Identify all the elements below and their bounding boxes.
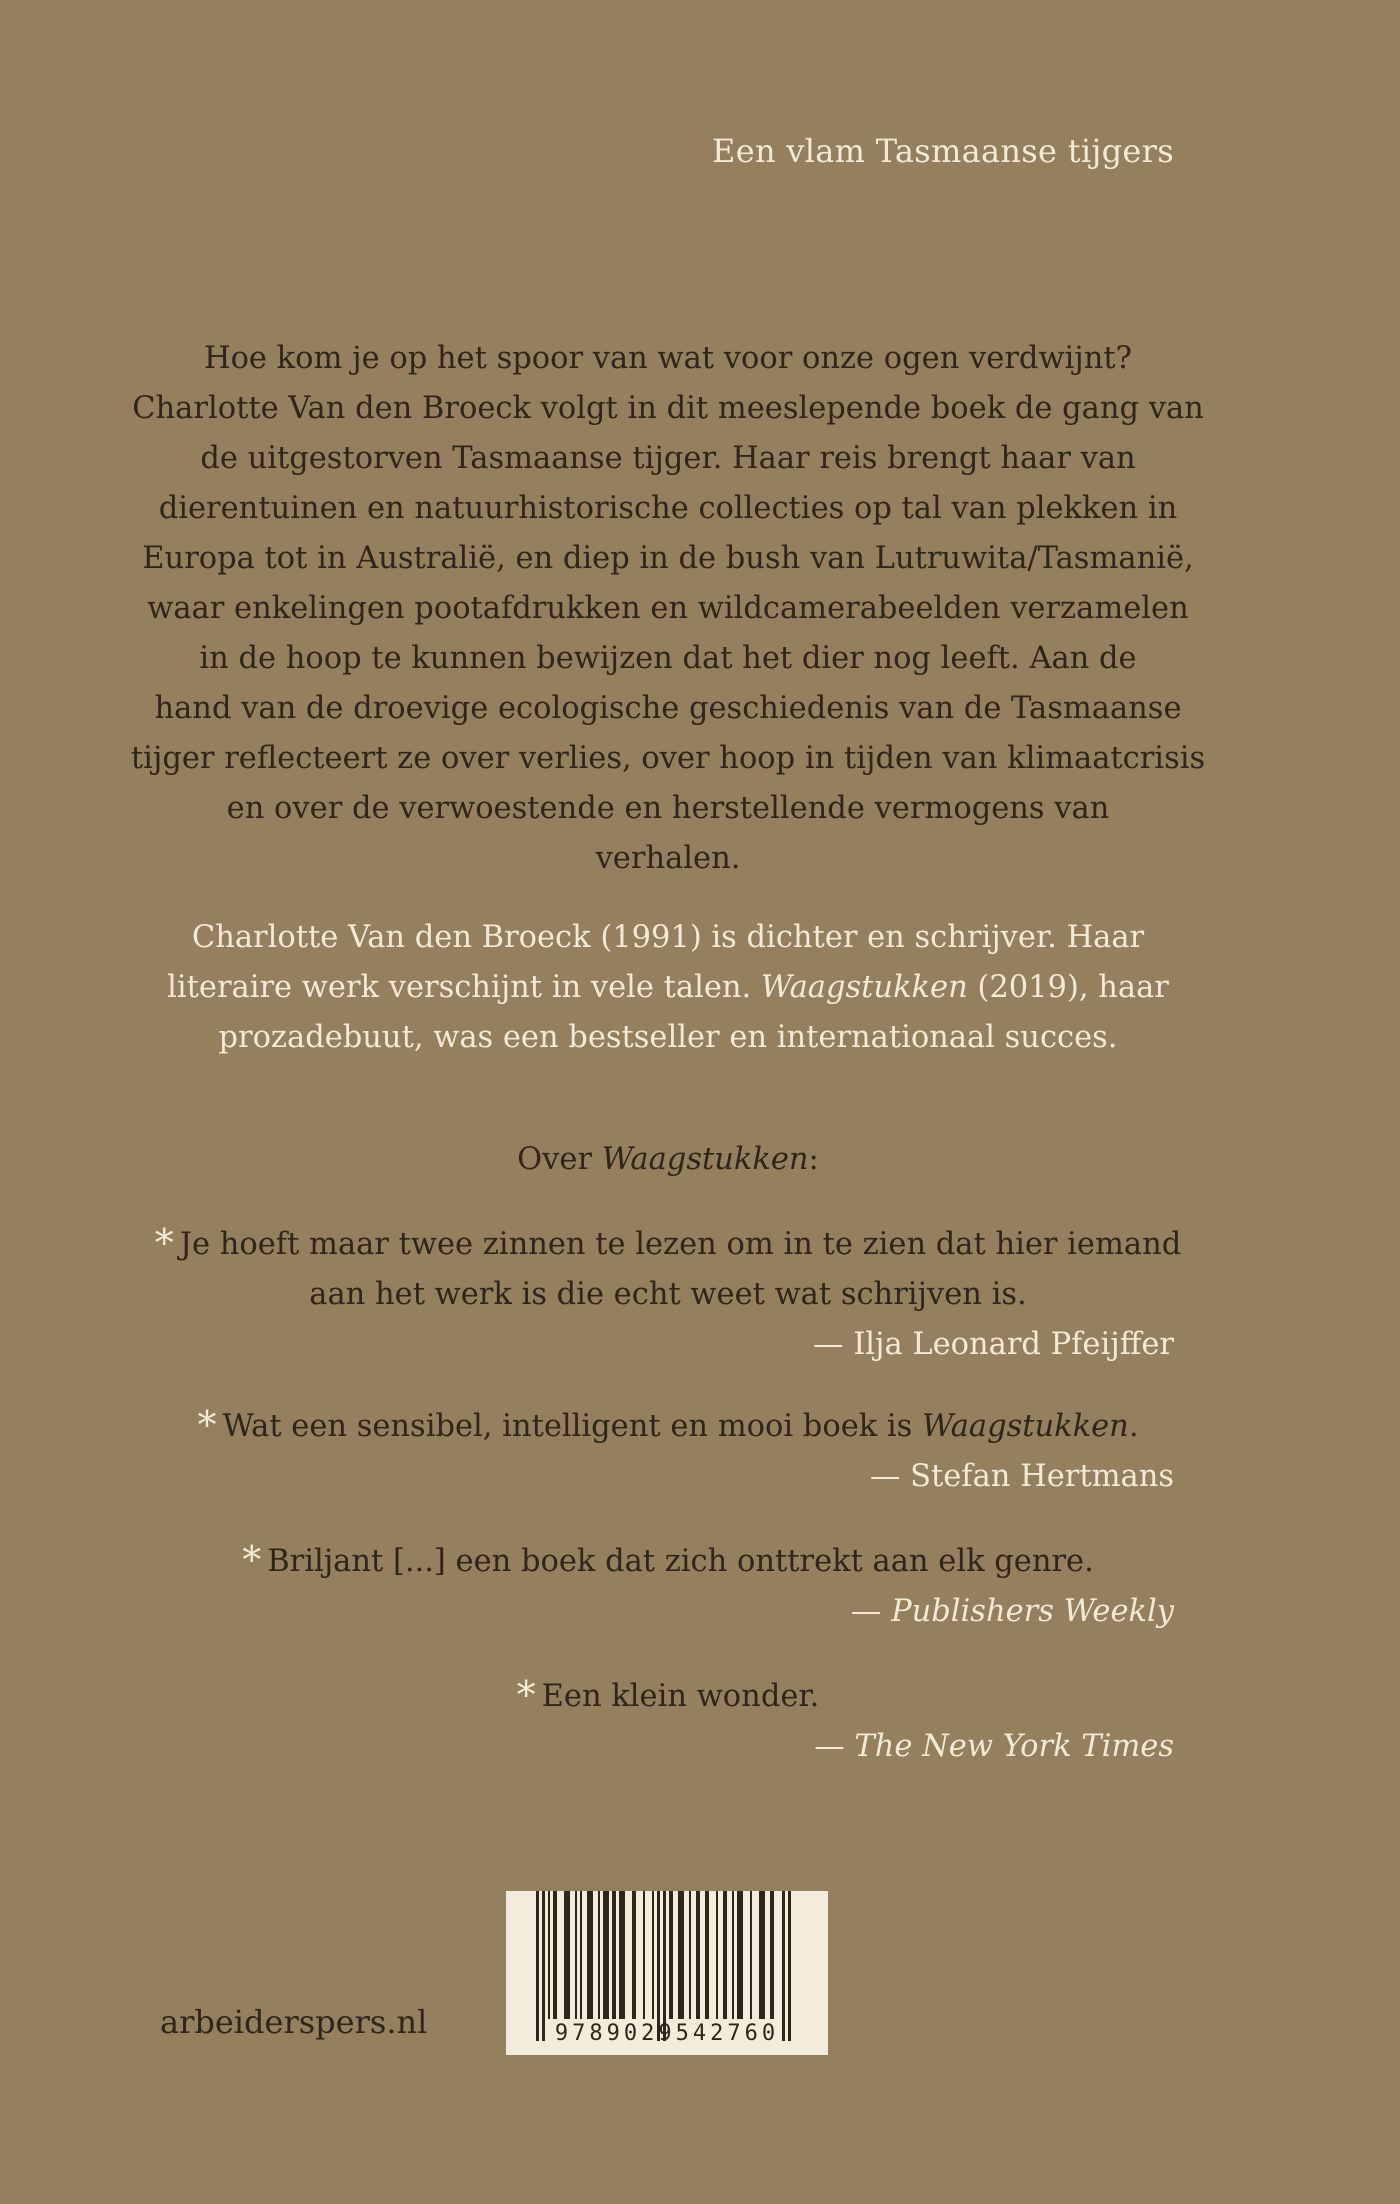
review-line: Je hoeft maar twee zinnen te lezen om in te zien dat hier iemand [179,1227,1182,1262]
blurb-line: hand van de droevige ecologische geschiedenis van de Tasmaanse [154,691,1182,726]
bio-line: Charlotte Van den Broeck (1991) is dichter en schrijver. Haar [191,920,1145,955]
attribution-dash: — [812,1327,854,1362]
review-attribution [120,1452,1216,1502]
barcode-bar [788,1891,791,2041]
reviews-heading-suffix: : [808,1142,819,1177]
barcode-bar [652,1891,654,2019]
book-blurb [120,334,1216,884]
blurb-line: Charlotte Van den Broeck volgt in dit meeslepende boek de gang van [132,391,1204,426]
barcode-bar [548,1891,550,2019]
blurb-line: Europa tot in Australië, en diep in de bush van Lutruwita/Tasmanië, [142,541,1194,576]
barcode-bar [643,1891,645,2019]
asterisk-icon: * [154,1221,174,1265]
barcode-bar [705,1891,709,2019]
barcode-bar [632,1891,636,2019]
review-text [120,1400,1216,1452]
blurb-line: de uitgestorven Tasmaanse tijger. Haar reis brengt haar van [200,441,1136,476]
barcode-bar [580,1891,582,2019]
barcode-bar [553,1891,557,2019]
barcode-bar [782,1891,785,2041]
barcode-bar [696,1891,700,2019]
author-bio [120,913,1216,1063]
barcode-bar [612,1891,616,2019]
barcode-bar [678,1891,684,2019]
review-line: . [1128,1409,1139,1444]
barcode-bar [598,1891,600,2019]
review-source: Stefan Hertmans [910,1459,1174,1494]
attribution-dash: — [814,1729,855,1764]
blurb-line: dierentuinen en natuurhistorische collecties op tal van plekken in [158,491,1178,526]
blurb-line: verhalen. [595,841,741,876]
barcode-bar [732,1891,734,2019]
isbn-barcode [506,1891,828,2055]
review-text [120,1535,1216,1587]
barcode-bar [603,1891,609,2019]
barcode-bar [575,1891,577,2019]
attribution-dash: — [869,1459,911,1494]
barcode-bar [723,1891,727,2019]
blurb-line: waar enkelingen pootafdrukken en wildcamerabeelden verzamelen [147,591,1189,626]
bio-line: (2019), haar [967,970,1169,1005]
bio-book-title: Waagstukken [760,970,968,1005]
review-source: The New York Times [854,1729,1174,1764]
barcode-bar [587,1891,593,2019]
review-source: Ilja Leonard Pfeijffer [853,1327,1174,1362]
review-attribution [120,1587,1216,1637]
review-line: Briljant [...] een boek dat zich onttrekt aan elk genre. [267,1544,1094,1579]
review-line: aan het werk is die echt weet wat schrijven is. [309,1277,1027,1312]
bio-line: literaire werk verschijnt in vele talen. [167,970,761,1005]
review-attribution [120,1320,1216,1370]
barcode-bar [770,1891,774,2019]
review-attribution [120,1722,1216,1772]
review-line: Een klein wonder. [541,1679,820,1714]
barcode-bar [657,1891,660,2041]
review-text [120,1218,1216,1320]
isbn-digits: 9789029542760 [554,2021,780,2046]
review-quote [120,1400,1216,1502]
blurb-line: Hoe kom je op het spoor van wat voor onze ogen verdwijnt? [203,341,1133,376]
asterisk-icon: * [197,1403,217,1447]
barcode-bar [750,1891,752,2019]
blurb-line: en over de verwoestende en herstellende vermogens van [226,791,1110,826]
book-subtitle: Een vlam Tasmaanse tijgers [712,132,1174,170]
asterisk-icon: * [516,1673,536,1717]
barcode-bar [619,1891,625,2019]
publisher-url: arbeiderspers.nl [160,2003,428,2041]
barcode-bar [663,1891,666,2041]
review-line: Wat een sensibel, intelligent en mooi boek is [222,1409,923,1444]
attribution-dash: — [850,1594,892,1629]
barcode-bar [536,1891,539,2041]
barcode-bar [737,1891,743,2019]
bio-line: prozadebuut, was een bestseller en internationaal succes. [218,1020,1118,1055]
blurb-line: tijger reflecteert ze over verlies, over hoop in tijden van klimaatcrisis [130,741,1206,776]
barcode-bar [564,1891,570,2019]
review-quote [120,1535,1216,1637]
barcode-bar [759,1891,765,2019]
reviews-heading-prefix: Over [517,1142,602,1177]
barcode-bar [689,1891,691,2019]
review-book-title: Waagstukken [922,1409,1129,1444]
review-quote [120,1218,1216,1370]
barcode-bar [669,1891,673,2019]
review-source: Publishers Weekly [891,1594,1174,1629]
review-quote [120,1670,1216,1772]
reviews-heading-title: Waagstukken [601,1142,809,1177]
blurb-line: in de hoop te kunnen bewijzen dat het dier nog leeft. Aan de [199,641,1137,676]
reviews-heading [120,1135,1216,1185]
barcode-bar [716,1891,718,2019]
asterisk-icon: * [242,1538,262,1582]
barcode-bar [542,1891,545,2041]
review-text [120,1670,1216,1722]
